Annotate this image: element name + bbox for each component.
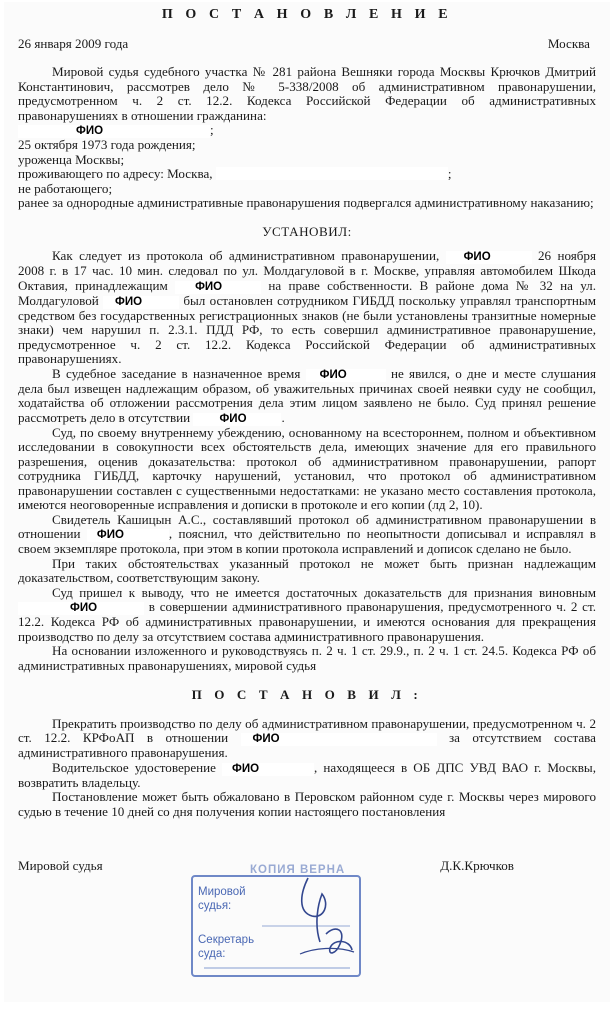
resolution-terminate: Прекратить производство по делу об административном правонарушении, предусмотренном ч. 2 ст. 12.2. КРФоАП в отношении ФИО за отсутствием состава административного правонарушения.	[18, 715, 596, 760]
ruling-city: Москва	[547, 35, 590, 51]
redacted-name: ФИО	[306, 369, 386, 382]
paragraph-conclusion: Суд пришел к выводу, что не имеется достаточных доказательств для признания виновным ФИО в совершении административного правонарушения, предусмотренного ч. 2 ст. 12.2. Кодекса РФ об административных правонарушении, и имеются основания для прекращения производство по делу за отсутствием состава административного правонарушения.	[18, 584, 596, 644]
paragraph-basis: На основании изложенного и руководствуясь п. 2 ч. 1 ст. 29.9., п. 2 ч. 1 ст. 24.5. Кодекса РФ об административных правонарушениях, мировой судья	[18, 643, 596, 673]
redacted-name: ФИО	[193, 413, 281, 426]
address-line: проживающего по адресу: Москва, ;	[18, 166, 452, 181]
ruling-date: 26 января 2009 года	[18, 35, 129, 51]
document-title: П О С Т А Н О В Л Е Н И Е	[161, 7, 453, 22]
stamp-header: КОПИЯ ВЕРНА	[250, 864, 346, 876]
paragraph-inadmissible: При таких обстоятельствах указанный протокол не может быть признан надлежащим доказательством, соответствующим закону.	[18, 555, 596, 585]
copy-certified-stamp	[190, 864, 364, 982]
intro-paragraph: Мировой судья судебного участка № 281 района Вешняки города Москвы Крючков Дмитрий Константинович, рассмотрев дело № 5-338/2008 об административном правонарушении, предусмотренном ч. 2 ст. 12.2. Кодекса Российской Федерации об административных правонарушениях в отношении гражданина:	[18, 64, 596, 123]
stamp-frame	[190, 864, 364, 982]
resolution-license: Водительское удостоверение ФИО , находящееся в ОБ ДПС УВД ВАО г. Москвы, возвратить владельцу.	[18, 759, 596, 790]
resolution-appeal: Постановление может быть обжаловано в Перовском районном суде г. Москвы через мирового судью в течение 10 дней со дня получения копии настоящего постановления	[18, 789, 596, 819]
paragraph-evidence: Суд, по своему внутреннему убеждению, основанному на всестороннем, полном и объективном исследовании в совокупности всех обстоятельств дела, имеющих значение для его правильного разрешения, оценив доказательства: протокол об административном правонарушении, рапорт сотрудника ГИБДД, карточку нарушений, установил, что протокол об административном правонарушении составлен с существенными недостатками: не указано место составления протокола, имеются неоговоренные исправления и дописки в протоколе и его копии (лд 2, 10).	[18, 424, 596, 512]
person-name-line: ФИО ;	[18, 123, 596, 138]
signer-name: Д.К.Крючков	[440, 858, 514, 873]
record-line: ранее за однородные административные правонарушения подвергался административному наказанию;	[18, 195, 594, 210]
paragraph-hearing: В судебное заседание в назначенное время ФИО не явился, о дне и месте слушания дела был извещен надлежащим образом, об уважительных причинах своей неявки суду не сообщил, ходатайства об отложении рассмотрения дела этим лицом заявлено не было. Суд принял решение рассмотреть дело в отсутствии ФИО .	[18, 365, 596, 425]
stamp-line-judge: Мировой	[198, 886, 246, 898]
redacted-address	[216, 167, 448, 180]
court-ruling-document	[4, 2, 610, 1002]
redacted-name: ФИО	[175, 281, 261, 294]
redacted-license: ФИО	[222, 763, 314, 776]
redacted-name: ФИО	[18, 602, 144, 615]
redacted-name: ФИО	[446, 251, 532, 264]
stamp-line-judge-colon: судья:	[198, 900, 232, 912]
redacted-name: ФИО	[18, 125, 210, 138]
redacted-name: ФИО	[241, 733, 437, 746]
section-established: УСТАНОВИЛ:	[262, 223, 352, 239]
redacted-name: ФИО	[87, 529, 169, 542]
employment-line: не работающего;	[18, 180, 113, 196]
signer-role: Мировой судья	[18, 858, 103, 873]
signature-row	[18, 859, 596, 874]
stamp-line-secretary: Секретарь	[198, 934, 255, 946]
stamp-line-court: суда:	[198, 948, 226, 960]
date-line	[18, 37, 596, 52]
paragraph-witness: Свидетель Кашицын А.С., составлявший протокол об административном правонарушении в отношении ФИО , пояснил, что действительно по неопытности дописывал и исправлял в своем экземпляре протокола, при этом в копии протокола исправлений и дописок сделано не было.	[18, 511, 596, 556]
native-line: уроженца Москвы;	[18, 151, 125, 167]
redacted-name: ФИО	[103, 296, 179, 309]
birth-line: 25 октября 1973 года рождения;	[18, 137, 196, 152]
paragraph-protocol: Как следует из протокола об административном правонарушении, ФИО 26 ноября 2008 г. в 17 час. 10 мин. следовал по ул. Молдагуловой в г. Москве, управляя автомобилем Шкода Октавия, принадлежащим ФИО на праве собственности. В районе дома № 32 на ул. Молдагуловой ФИО был остановлен сотрудником ГИБДД поскольку управлял транспортным средством без государственных регистрационных знаков (не были установлены транзитные номерные знаки) чем нарушил п. 2.3.1. ПДД РФ, то есть совершил административное правонарушение, предусмотренное ч. 2 ст. 12.2. Кодекса Российской Федерации об административных правонарушениях.	[18, 248, 596, 366]
section-resolved: П О С Т А Н О В И Л :	[191, 687, 423, 702]
